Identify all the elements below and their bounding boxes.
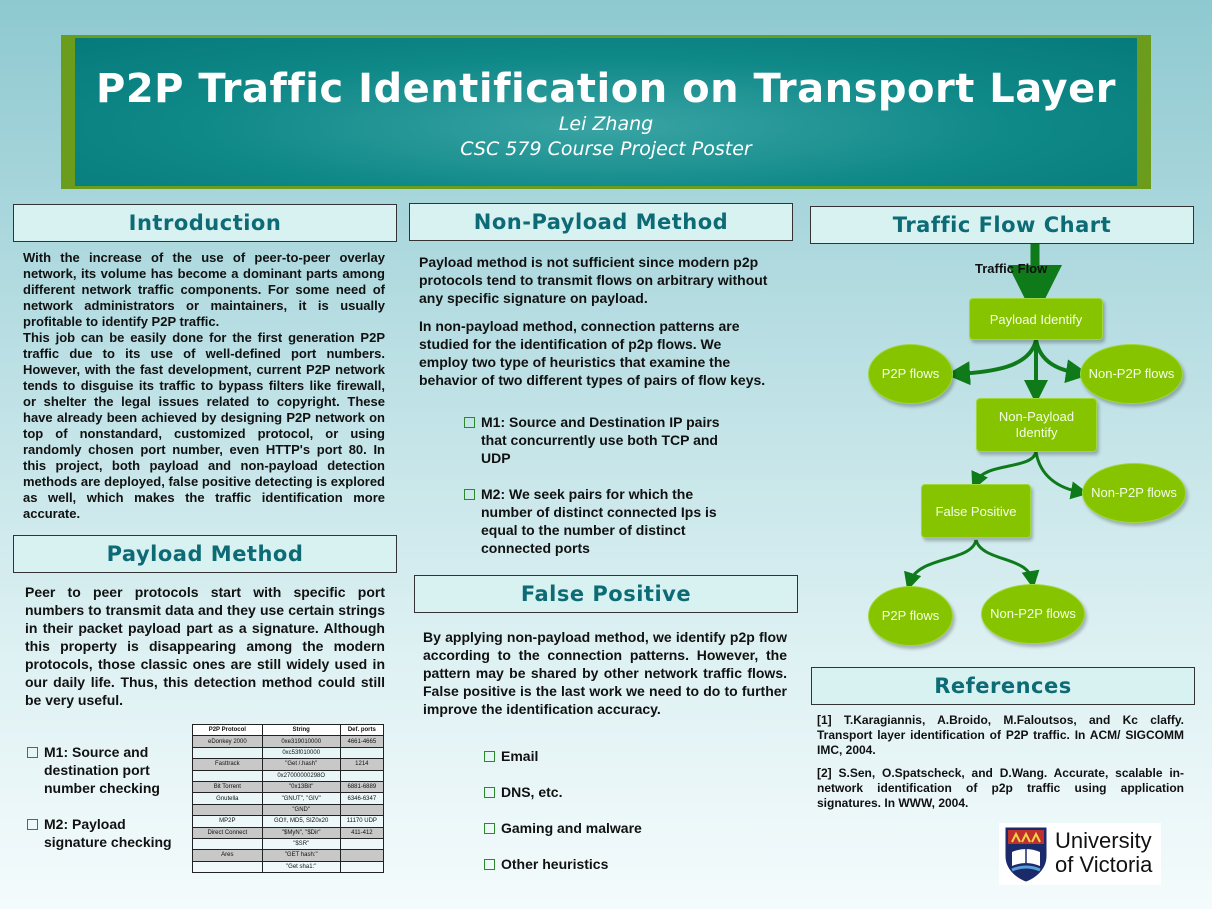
table-cell bbox=[193, 838, 263, 849]
arrow-nonpayload-to-falsepos bbox=[976, 452, 1036, 482]
bullet-item bbox=[27, 743, 185, 797]
bullet-item bbox=[484, 747, 704, 765]
table-cell: 4661-4665 bbox=[340, 736, 383, 747]
bullet-item bbox=[27, 815, 185, 851]
bullet-item bbox=[484, 819, 704, 837]
introduction-paragraph: This job can be easily done for the first generation P2P traffic due to its use of well-defined port numbers. However, with the fast development, current P2P network tends to disguise its traffic to bypass filters like firewall, or shelter the legal issues related to copyright. These have already been achieved by designing P2P network on top of nonstandard, customized protocol, or using randomly chosen port number, even HTTP's port 80. In this project, both payload and non-payload detection methods are deployed, false positive detecting is explored as well, which makes the traffic identification more accurate. bbox=[23, 330, 385, 521]
table-cell bbox=[340, 861, 383, 872]
table-header-row bbox=[193, 725, 384, 736]
table-cell bbox=[193, 804, 263, 815]
table-row bbox=[193, 759, 384, 770]
arrow-payload-to-p2p bbox=[958, 340, 1036, 374]
bullet-text: M2: Payload signature checking bbox=[44, 816, 172, 850]
table-cell bbox=[193, 861, 263, 872]
table-row bbox=[193, 827, 384, 838]
introduction-paragraph: With the increase of the use of peer-to-peer overlay network, its volume has become a dominant parts among different network traffic components. For some need of network administrators or maintainers, it is usually profitable to identify P2P traffic. bbox=[23, 250, 385, 329]
table-cell bbox=[193, 747, 263, 758]
table-cell bbox=[340, 770, 383, 781]
payload-method-heading: Payload Method bbox=[13, 535, 397, 573]
table-cell: MP2P bbox=[193, 816, 263, 827]
table-cell bbox=[340, 747, 383, 758]
table-cell: "GET hash:" bbox=[262, 850, 340, 861]
node-false-positive: False Positive bbox=[921, 484, 1031, 538]
bullet-item bbox=[464, 413, 726, 467]
table-body bbox=[193, 736, 384, 873]
checkbox-bullet-icon bbox=[464, 417, 475, 428]
table-cell bbox=[340, 838, 383, 849]
false-positive-text: By applying non-payload method, we identify p2p flow according to the connection patterns. However, the pattern may be shared by other network traffic flows. False positive is the last work we need to do to further improve the identification accuracy. bbox=[423, 629, 787, 717]
bullet-item bbox=[484, 855, 704, 873]
introduction-body bbox=[23, 250, 385, 522]
signature-table bbox=[192, 724, 384, 873]
table-cell bbox=[340, 804, 383, 815]
bullet-text: Other heuristics bbox=[501, 856, 609, 872]
university-logo bbox=[999, 823, 1161, 885]
non-payload-paragraph: In non-payload method, connection patterns are studied for the identification of p2p flows. We employ two type of heuristics that examine the behavior of two different types of pairs of flow keys. bbox=[419, 318, 766, 388]
table-cell: GO!!, MD5, SIZ0x20 bbox=[262, 816, 340, 827]
table-header-cell: P2P Protocol bbox=[193, 725, 263, 736]
arrow-falsepos-to-p2p bbox=[910, 540, 976, 582]
checkbox-bullet-icon bbox=[484, 751, 495, 762]
table-row bbox=[193, 838, 384, 849]
flow-chart-heading: Traffic Flow Chart bbox=[810, 206, 1194, 244]
checkbox-bullet-icon bbox=[27, 819, 38, 830]
table-row bbox=[193, 816, 384, 827]
table-cell: Gnutella bbox=[193, 793, 263, 804]
table-header-cell: Def. ports bbox=[340, 725, 383, 736]
table-cell: 411-412 bbox=[340, 827, 383, 838]
node-nonp2p-flows: Non-P2P flows bbox=[1082, 463, 1186, 523]
bullet-item bbox=[464, 485, 726, 557]
table-cell: eDonkey 2000 bbox=[193, 736, 263, 747]
table-row bbox=[193, 804, 384, 815]
reference-item: [2] S.Sen, O.Spatscheck, and D.Wang. Accurate, scalable in-network identification of p2p traffic using application signatures. In WWW, 2004. bbox=[817, 766, 1184, 810]
table-cell: "Get /.hash" bbox=[262, 759, 340, 770]
table-row bbox=[193, 781, 384, 792]
table-row bbox=[193, 850, 384, 861]
non-payload-body bbox=[419, 253, 771, 389]
logo-line: of Victoria bbox=[1055, 852, 1153, 877]
checkbox-bullet-icon bbox=[27, 747, 38, 758]
table-cell: 0xc53f010000 bbox=[262, 747, 340, 758]
table-cell: "$SR" bbox=[262, 838, 340, 849]
university-crest-icon bbox=[1004, 826, 1048, 882]
false-positive-heading: False Positive bbox=[414, 575, 798, 613]
bullet-text: Gaming and malware bbox=[501, 820, 642, 836]
logo-line: University bbox=[1055, 828, 1152, 853]
table-cell: "0x13Bit" bbox=[262, 781, 340, 792]
table-cell: 6346-6347 bbox=[340, 793, 383, 804]
node-payload-identify: Payload Identify bbox=[969, 298, 1103, 340]
table-row bbox=[193, 770, 384, 781]
node-non-payload-identify: Non-Payload Identify bbox=[976, 398, 1097, 452]
bullet-text: M1: Source and destination port number checking bbox=[44, 744, 160, 796]
table-cell: 0x27000000298O bbox=[262, 770, 340, 781]
table-cell bbox=[340, 850, 383, 861]
reference-item: [1] T.Karagiannis, A.Broido, M.Faloutsos, and Kc claffy. Transport layer identification of P2P traffic. In ACM/ SIGCOMM IMC, 2004. bbox=[817, 713, 1184, 757]
table-row bbox=[193, 736, 384, 747]
checkbox-bullet-icon bbox=[484, 859, 495, 870]
non-payload-bullets bbox=[464, 413, 726, 557]
table-cell: "$MyN", "$Dir" bbox=[262, 827, 340, 838]
false-positive-bullets bbox=[484, 747, 704, 873]
introduction-heading: Introduction bbox=[13, 204, 397, 242]
table-row bbox=[193, 793, 384, 804]
poster-title: P2P Traffic Identification on Transport Layer bbox=[96, 66, 1116, 112]
non-payload-heading: Non-Payload Method bbox=[409, 203, 793, 241]
bullet-text: DNS, etc. bbox=[501, 784, 563, 800]
table-cell: Direct Connect bbox=[193, 827, 263, 838]
table-cell: 0xe319010000 bbox=[262, 736, 340, 747]
checkbox-bullet-icon bbox=[484, 787, 495, 798]
node-p2p-flows: P2P flows bbox=[868, 586, 953, 646]
node-nonp2p-flows: Non-P2P flows bbox=[981, 584, 1085, 644]
poster-subtitle: CSC 579 Course Project Poster bbox=[460, 138, 752, 160]
node-p2p-flows: P2P flows bbox=[868, 344, 953, 404]
bullet-text: Email bbox=[501, 748, 539, 764]
table-cell: 6881-6889 bbox=[340, 781, 383, 792]
table-header-cell: String bbox=[262, 725, 340, 736]
table-row bbox=[193, 861, 384, 872]
table-cell: 1214 bbox=[340, 759, 383, 770]
bullet-item bbox=[484, 783, 704, 801]
traffic-flow-label: Traffic Flow bbox=[975, 261, 1048, 276]
payload-bullets bbox=[27, 743, 185, 851]
arrow-nonpayload-to-nonp2p bbox=[1036, 452, 1080, 492]
table-cell: "Get sha1:" bbox=[262, 861, 340, 872]
arrow-falsepos-to-nonp2p bbox=[976, 540, 1032, 580]
table-cell: 11170 UDP bbox=[340, 816, 383, 827]
author-name: Lei Zhang bbox=[558, 113, 654, 135]
arrow-payload-to-nonp2p bbox=[1036, 340, 1078, 373]
references-heading: References bbox=[811, 667, 1195, 705]
table-row bbox=[193, 747, 384, 758]
references-list bbox=[817, 713, 1184, 811]
non-payload-paragraph: Payload method is not sufficient since modern p2p protocols tend to transmit flows on arbitrary without any specific signature on payload. bbox=[419, 254, 768, 306]
table-cell: Ares bbox=[193, 850, 263, 861]
bullet-text: M2: We seek pairs for which the number of distinct connected Ips is equal to the number of distinct connected ports bbox=[481, 486, 717, 556]
university-wordmark bbox=[1055, 829, 1152, 877]
table-cell: "GNUT", "GIV" bbox=[262, 793, 340, 804]
table-cell: "GND" bbox=[262, 804, 340, 815]
payload-method-text: Peer to peer protocols start with specific port numbers to transmit data and they use certain strings in their packet payload part as a signature. Although this property is disappearing among the modern protocols, those classic ones are still widely used in our daily life. Thus, this detection method could still be very useful. bbox=[25, 584, 385, 708]
bullet-text: M1: Source and Destination IP pairs that concurrently use both TCP and UDP bbox=[481, 414, 720, 466]
node-nonp2p-flows: Non-P2P flows bbox=[1080, 344, 1183, 404]
title-banner bbox=[75, 38, 1137, 186]
checkbox-bullet-icon bbox=[484, 823, 495, 834]
table-cell: Fasttrack bbox=[193, 759, 263, 770]
checkbox-bullet-icon bbox=[464, 489, 475, 500]
table-cell: Bit Torrent bbox=[193, 781, 263, 792]
table-cell bbox=[193, 770, 263, 781]
